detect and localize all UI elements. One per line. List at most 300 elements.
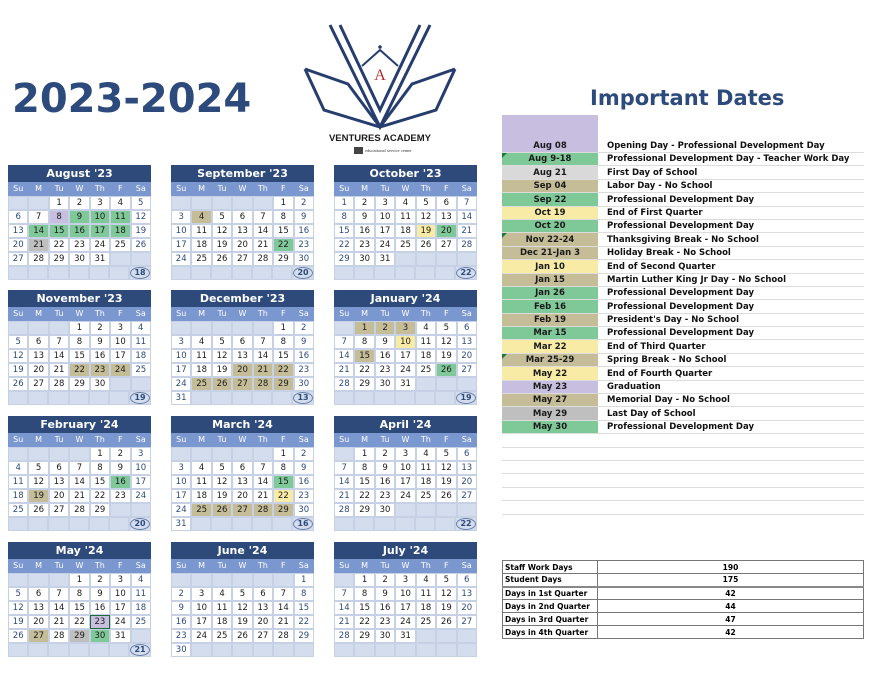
day-cell[interactable]: 23: [294, 489, 314, 503]
day-cell[interactable]: 26: [436, 363, 456, 377]
day-cell[interactable]: 1: [294, 573, 314, 587]
day-cell[interactable]: 7: [49, 587, 69, 601]
day-cell[interactable]: 9: [69, 210, 89, 224]
day-cell[interactable]: 13: [28, 601, 48, 615]
day-cell[interactable]: 26: [436, 615, 456, 629]
day-cell[interactable]: 27: [253, 629, 273, 643]
day-cell[interactable]: 21: [457, 224, 477, 238]
day-cell[interactable]: 23: [90, 615, 110, 629]
day-cell[interactable]: 5: [28, 461, 48, 475]
day-cell[interactable]: 13: [436, 210, 456, 224]
day-cell[interactable]: 20: [457, 601, 477, 615]
day-cell[interactable]: 11: [8, 475, 28, 489]
day-cell[interactable]: 16: [294, 475, 314, 489]
day-cell[interactable]: 18: [191, 238, 211, 252]
day-cell[interactable]: 6: [232, 210, 252, 224]
day-cell[interactable]: 3: [110, 321, 130, 335]
day-cell[interactable]: 13: [232, 475, 252, 489]
day-cell[interactable]: 7: [334, 335, 354, 349]
day-cell[interactable]: 25: [191, 377, 211, 391]
day-cell[interactable]: 6: [8, 210, 28, 224]
day-cell[interactable]: 7: [253, 335, 273, 349]
day-cell[interactable]: 4: [191, 461, 211, 475]
day-cell[interactable]: 15: [273, 224, 293, 238]
day-cell[interactable]: 16: [294, 349, 314, 363]
day-cell[interactable]: 17: [171, 363, 191, 377]
day-cell[interactable]: 10: [131, 461, 151, 475]
day-cell[interactable]: 8: [273, 210, 293, 224]
day-cell[interactable]: 17: [131, 475, 151, 489]
day-cell[interactable]: 5: [436, 321, 456, 335]
day-cell[interactable]: 29: [354, 503, 374, 517]
day-cell[interactable]: 26: [131, 238, 151, 252]
day-cell[interactable]: 11: [395, 210, 415, 224]
day-cell[interactable]: 11: [191, 224, 211, 238]
day-cell[interactable]: 16: [375, 349, 395, 363]
day-cell[interactable]: 26: [8, 629, 28, 643]
day-cell[interactable]: 14: [334, 349, 354, 363]
day-cell[interactable]: 15: [69, 601, 89, 615]
day-cell[interactable]: 5: [8, 335, 28, 349]
day-cell[interactable]: 4: [416, 321, 436, 335]
day-cell[interactable]: 4: [191, 335, 211, 349]
day-cell[interactable]: 6: [28, 587, 48, 601]
day-cell[interactable]: 27: [28, 377, 48, 391]
day-cell[interactable]: 11: [212, 601, 232, 615]
day-cell[interactable]: 9: [294, 461, 314, 475]
day-cell[interactable]: 4: [416, 447, 436, 461]
day-cell[interactable]: 8: [273, 461, 293, 475]
day-cell[interactable]: 14: [253, 349, 273, 363]
day-cell[interactable]: 17: [110, 601, 130, 615]
day-cell[interactable]: 23: [294, 363, 314, 377]
day-cell[interactable]: 17: [395, 601, 415, 615]
day-cell[interactable]: 24: [110, 615, 130, 629]
day-cell[interactable]: 30: [294, 377, 314, 391]
day-cell[interactable]: 1: [354, 321, 374, 335]
day-cell[interactable]: 7: [49, 335, 69, 349]
day-cell[interactable]: 12: [416, 210, 436, 224]
day-cell[interactable]: 17: [171, 238, 191, 252]
day-cell[interactable]: 25: [416, 363, 436, 377]
day-cell[interactable]: 28: [334, 377, 354, 391]
day-cell[interactable]: 2: [90, 321, 110, 335]
day-cell[interactable]: 3: [395, 321, 415, 335]
day-cell[interactable]: 24: [171, 503, 191, 517]
day-cell[interactable]: 28: [334, 503, 354, 517]
day-cell[interactable]: 5: [131, 196, 151, 210]
day-cell[interactable]: 23: [294, 238, 314, 252]
day-cell[interactable]: 28: [49, 629, 69, 643]
day-cell[interactable]: 4: [110, 196, 130, 210]
day-cell[interactable]: 2: [294, 447, 314, 461]
day-cell[interactable]: 11: [131, 587, 151, 601]
day-cell[interactable]: 3: [375, 196, 395, 210]
day-cell[interactable]: 2: [354, 196, 374, 210]
day-cell[interactable]: 13: [253, 601, 273, 615]
day-cell[interactable]: 26: [28, 503, 48, 517]
day-cell[interactable]: 6: [232, 335, 252, 349]
day-cell[interactable]: 7: [253, 461, 273, 475]
day-cell[interactable]: 14: [28, 224, 48, 238]
day-cell[interactable]: 6: [253, 587, 273, 601]
day-cell[interactable]: 15: [90, 475, 110, 489]
day-cell[interactable]: 30: [69, 252, 89, 266]
day-cell[interactable]: 30: [375, 629, 395, 643]
day-cell[interactable]: 11: [191, 475, 211, 489]
day-cell[interactable]: 28: [253, 377, 273, 391]
day-cell[interactable]: 5: [212, 335, 232, 349]
day-cell[interactable]: 7: [69, 461, 89, 475]
day-cell[interactable]: 29: [273, 377, 293, 391]
day-cell[interactable]: 10: [395, 461, 415, 475]
day-cell[interactable]: 12: [436, 587, 456, 601]
day-cell[interactable]: 19: [212, 489, 232, 503]
day-cell[interactable]: 1: [273, 196, 293, 210]
day-cell[interactable]: 10: [110, 335, 130, 349]
day-cell[interactable]: 30: [294, 503, 314, 517]
day-cell[interactable]: 30: [354, 252, 374, 266]
day-cell[interactable]: 9: [294, 210, 314, 224]
day-cell[interactable]: 31: [90, 252, 110, 266]
day-cell[interactable]: 21: [253, 363, 273, 377]
day-cell[interactable]: 27: [436, 238, 456, 252]
day-cell[interactable]: 22: [294, 615, 314, 629]
day-cell[interactable]: 18: [212, 615, 232, 629]
day-cell[interactable]: 26: [212, 503, 232, 517]
day-cell[interactable]: 7: [273, 587, 293, 601]
day-cell[interactable]: 18: [395, 224, 415, 238]
day-cell[interactable]: 13: [49, 475, 69, 489]
day-cell[interactable]: 5: [416, 196, 436, 210]
day-cell[interactable]: 8: [354, 335, 374, 349]
day-cell[interactable]: 2: [69, 196, 89, 210]
day-cell[interactable]: 24: [191, 629, 211, 643]
day-cell[interactable]: 15: [354, 601, 374, 615]
day-cell[interactable]: 18: [416, 349, 436, 363]
day-cell[interactable]: 3: [191, 587, 211, 601]
day-cell[interactable]: 12: [28, 475, 48, 489]
day-cell[interactable]: 4: [8, 461, 28, 475]
day-cell[interactable]: 10: [110, 587, 130, 601]
day-cell[interactable]: 27: [232, 377, 252, 391]
day-cell[interactable]: 8: [294, 587, 314, 601]
day-cell[interactable]: 6: [232, 461, 252, 475]
day-cell[interactable]: 22: [354, 363, 374, 377]
day-cell[interactable]: 29: [69, 629, 89, 643]
day-cell[interactable]: 3: [171, 461, 191, 475]
day-cell[interactable]: 8: [273, 335, 293, 349]
day-cell[interactable]: 14: [334, 475, 354, 489]
day-cell[interactable]: 21: [334, 363, 354, 377]
day-cell[interactable]: 5: [212, 461, 232, 475]
day-cell[interactable]: 21: [334, 489, 354, 503]
day-cell[interactable]: 23: [110, 489, 130, 503]
day-cell[interactable]: 30: [90, 629, 110, 643]
day-cell[interactable]: 12: [8, 349, 28, 363]
day-cell[interactable]: 29: [273, 252, 293, 266]
day-cell[interactable]: 23: [354, 238, 374, 252]
day-cell[interactable]: 4: [191, 210, 211, 224]
day-cell[interactable]: 1: [334, 196, 354, 210]
day-cell[interactable]: 28: [273, 629, 293, 643]
day-cell[interactable]: 4: [131, 573, 151, 587]
day-cell[interactable]: 1: [273, 447, 293, 461]
day-cell[interactable]: 27: [28, 629, 48, 643]
day-cell[interactable]: 28: [334, 629, 354, 643]
day-cell[interactable]: 28: [69, 503, 89, 517]
day-cell[interactable]: 8: [334, 210, 354, 224]
day-cell[interactable]: 4: [212, 587, 232, 601]
day-cell[interactable]: 21: [273, 615, 293, 629]
day-cell[interactable]: 3: [395, 447, 415, 461]
day-cell[interactable]: 25: [416, 489, 436, 503]
day-cell[interactable]: 3: [131, 447, 151, 461]
day-cell[interactable]: 8: [49, 210, 69, 224]
day-cell[interactable]: 19: [416, 224, 436, 238]
day-cell[interactable]: 28: [28, 252, 48, 266]
day-cell[interactable]: 10: [171, 475, 191, 489]
day-cell[interactable]: 24: [395, 489, 415, 503]
day-cell[interactable]: 27: [457, 363, 477, 377]
day-cell[interactable]: 1: [49, 196, 69, 210]
day-cell[interactable]: 29: [354, 629, 374, 643]
day-cell[interactable]: 23: [171, 629, 191, 643]
day-cell[interactable]: 8: [90, 461, 110, 475]
day-cell[interactable]: 4: [131, 321, 151, 335]
day-cell[interactable]: 20: [28, 363, 48, 377]
day-cell[interactable]: 22: [90, 489, 110, 503]
day-cell[interactable]: 7: [253, 210, 273, 224]
day-cell[interactable]: 21: [334, 615, 354, 629]
day-cell[interactable]: 2: [375, 447, 395, 461]
day-cell[interactable]: 29: [294, 629, 314, 643]
day-cell[interactable]: 16: [375, 601, 395, 615]
day-cell[interactable]: 27: [232, 252, 252, 266]
day-cell[interactable]: 8: [354, 461, 374, 475]
day-cell[interactable]: 25: [8, 503, 28, 517]
day-cell[interactable]: 4: [395, 196, 415, 210]
day-cell[interactable]: 9: [90, 587, 110, 601]
day-cell[interactable]: 17: [191, 615, 211, 629]
day-cell[interactable]: 24: [110, 363, 130, 377]
day-cell[interactable]: 19: [8, 615, 28, 629]
day-cell[interactable]: 1: [273, 321, 293, 335]
day-cell[interactable]: 25: [395, 238, 415, 252]
day-cell[interactable]: 7: [28, 210, 48, 224]
day-cell[interactable]: 20: [232, 238, 252, 252]
day-cell[interactable]: 22: [273, 363, 293, 377]
day-cell[interactable]: 22: [69, 615, 89, 629]
day-cell[interactable]: 24: [395, 363, 415, 377]
day-cell[interactable]: 2: [375, 573, 395, 587]
day-cell[interactable]: 28: [253, 503, 273, 517]
day-cell[interactable]: 18: [416, 475, 436, 489]
day-cell[interactable]: 27: [49, 503, 69, 517]
day-cell[interactable]: 12: [131, 210, 151, 224]
day-cell[interactable]: 15: [273, 349, 293, 363]
day-cell[interactable]: 10: [90, 210, 110, 224]
day-cell[interactable]: 14: [253, 475, 273, 489]
day-cell[interactable]: 24: [395, 615, 415, 629]
day-cell[interactable]: 12: [212, 475, 232, 489]
day-cell[interactable]: 11: [416, 587, 436, 601]
day-cell[interactable]: 20: [232, 489, 252, 503]
day-cell[interactable]: 16: [375, 475, 395, 489]
day-cell[interactable]: 30: [375, 503, 395, 517]
day-cell[interactable]: 3: [171, 335, 191, 349]
day-cell[interactable]: 14: [334, 601, 354, 615]
day-cell[interactable]: 30: [90, 377, 110, 391]
day-cell[interactable]: 27: [232, 503, 252, 517]
day-cell[interactable]: 25: [110, 238, 130, 252]
day-cell[interactable]: 15: [69, 349, 89, 363]
day-cell[interactable]: 12: [212, 224, 232, 238]
day-cell[interactable]: 22: [334, 238, 354, 252]
day-cell[interactable]: 26: [416, 238, 436, 252]
day-cell[interactable]: 19: [436, 349, 456, 363]
day-cell[interactable]: 16: [69, 224, 89, 238]
day-cell[interactable]: 29: [49, 252, 69, 266]
day-cell[interactable]: 19: [212, 363, 232, 377]
day-cell[interactable]: 6: [457, 573, 477, 587]
day-cell[interactable]: 24: [90, 238, 110, 252]
day-cell[interactable]: 23: [90, 363, 110, 377]
day-cell[interactable]: 5: [212, 210, 232, 224]
day-cell[interactable]: 5: [8, 587, 28, 601]
day-cell[interactable]: 18: [131, 601, 151, 615]
day-cell[interactable]: 12: [232, 601, 252, 615]
day-cell[interactable]: 17: [110, 349, 130, 363]
day-cell[interactable]: 9: [90, 335, 110, 349]
day-cell[interactable]: 29: [273, 503, 293, 517]
day-cell[interactable]: 21: [253, 489, 273, 503]
day-cell[interactable]: 29: [69, 377, 89, 391]
day-cell[interactable]: 9: [375, 587, 395, 601]
day-cell[interactable]: 5: [436, 447, 456, 461]
day-cell[interactable]: 28: [49, 377, 69, 391]
day-cell[interactable]: 7: [334, 587, 354, 601]
day-cell[interactable]: 18: [416, 601, 436, 615]
day-cell[interactable]: 16: [294, 224, 314, 238]
day-cell[interactable]: 30: [375, 377, 395, 391]
day-cell[interactable]: 16: [110, 475, 130, 489]
day-cell[interactable]: 19: [436, 475, 456, 489]
day-cell[interactable]: 23: [375, 615, 395, 629]
day-cell[interactable]: 22: [354, 489, 374, 503]
day-cell[interactable]: 14: [253, 224, 273, 238]
day-cell[interactable]: 3: [395, 573, 415, 587]
day-cell[interactable]: 12: [436, 461, 456, 475]
day-cell[interactable]: 22: [273, 489, 293, 503]
day-cell[interactable]: 31: [110, 629, 130, 643]
day-cell[interactable]: 11: [416, 461, 436, 475]
day-cell[interactable]: 9: [294, 335, 314, 349]
day-cell[interactable]: 25: [191, 252, 211, 266]
day-cell[interactable]: 14: [273, 601, 293, 615]
day-cell[interactable]: 2: [294, 321, 314, 335]
day-cell[interactable]: 31: [171, 391, 191, 405]
day-cell[interactable]: 27: [457, 615, 477, 629]
day-cell[interactable]: 30: [171, 643, 191, 657]
day-cell[interactable]: 20: [28, 615, 48, 629]
day-cell[interactable]: 8: [354, 587, 374, 601]
day-cell[interactable]: 25: [131, 363, 151, 377]
day-cell[interactable]: 17: [90, 224, 110, 238]
day-cell[interactable]: 31: [395, 377, 415, 391]
day-cell[interactable]: 15: [354, 475, 374, 489]
day-cell[interactable]: 15: [334, 224, 354, 238]
day-cell[interactable]: 21: [28, 238, 48, 252]
day-cell[interactable]: 14: [49, 601, 69, 615]
day-cell[interactable]: 29: [334, 252, 354, 266]
day-cell[interactable]: 15: [354, 349, 374, 363]
day-cell[interactable]: 21: [49, 615, 69, 629]
day-cell[interactable]: 25: [416, 615, 436, 629]
day-cell[interactable]: 15: [49, 224, 69, 238]
day-cell[interactable]: 31: [375, 252, 395, 266]
day-cell[interactable]: 6: [436, 196, 456, 210]
day-cell[interactable]: 13: [457, 335, 477, 349]
day-cell[interactable]: 9: [375, 335, 395, 349]
day-cell[interactable]: 17: [375, 224, 395, 238]
day-cell[interactable]: 19: [212, 238, 232, 252]
day-cell[interactable]: 6: [457, 447, 477, 461]
day-cell[interactable]: 2: [90, 573, 110, 587]
day-cell[interactable]: 1: [69, 573, 89, 587]
day-cell[interactable]: 14: [69, 475, 89, 489]
day-cell[interactable]: 17: [171, 489, 191, 503]
day-cell[interactable]: 11: [110, 210, 130, 224]
day-cell[interactable]: 19: [28, 489, 48, 503]
day-cell[interactable]: 24: [375, 238, 395, 252]
day-cell[interactable]: 20: [457, 475, 477, 489]
day-cell[interactable]: 5: [232, 587, 252, 601]
day-cell[interactable]: 1: [354, 447, 374, 461]
day-cell[interactable]: 1: [69, 321, 89, 335]
day-cell[interactable]: 13: [232, 349, 252, 363]
day-cell[interactable]: 10: [395, 335, 415, 349]
day-cell[interactable]: 31: [395, 629, 415, 643]
day-cell[interactable]: 20: [49, 489, 69, 503]
day-cell[interactable]: 25: [131, 615, 151, 629]
day-cell[interactable]: 10: [375, 210, 395, 224]
day-cell[interactable]: 9: [110, 461, 130, 475]
day-cell[interactable]: 15: [273, 475, 293, 489]
day-cell[interactable]: 21: [253, 238, 273, 252]
day-cell[interactable]: 27: [457, 489, 477, 503]
day-cell[interactable]: 9: [375, 461, 395, 475]
day-cell[interactable]: 16: [354, 224, 374, 238]
day-cell[interactable]: 11: [416, 335, 436, 349]
day-cell[interactable]: 12: [8, 601, 28, 615]
day-cell[interactable]: 15: [294, 601, 314, 615]
day-cell[interactable]: 24: [171, 252, 191, 266]
day-cell[interactable]: 6: [49, 461, 69, 475]
day-cell[interactable]: 16: [171, 615, 191, 629]
day-cell[interactable]: 5: [436, 573, 456, 587]
day-cell[interactable]: 1: [354, 573, 374, 587]
day-cell[interactable]: 3: [171, 210, 191, 224]
day-cell[interactable]: 12: [436, 335, 456, 349]
day-cell[interactable]: 23: [375, 363, 395, 377]
day-cell[interactable]: 7: [334, 461, 354, 475]
day-cell[interactable]: 29: [90, 503, 110, 517]
day-cell[interactable]: 17: [395, 475, 415, 489]
day-cell[interactable]: 18: [191, 489, 211, 503]
day-cell[interactable]: 24: [171, 377, 191, 391]
day-cell[interactable]: 10: [171, 224, 191, 238]
